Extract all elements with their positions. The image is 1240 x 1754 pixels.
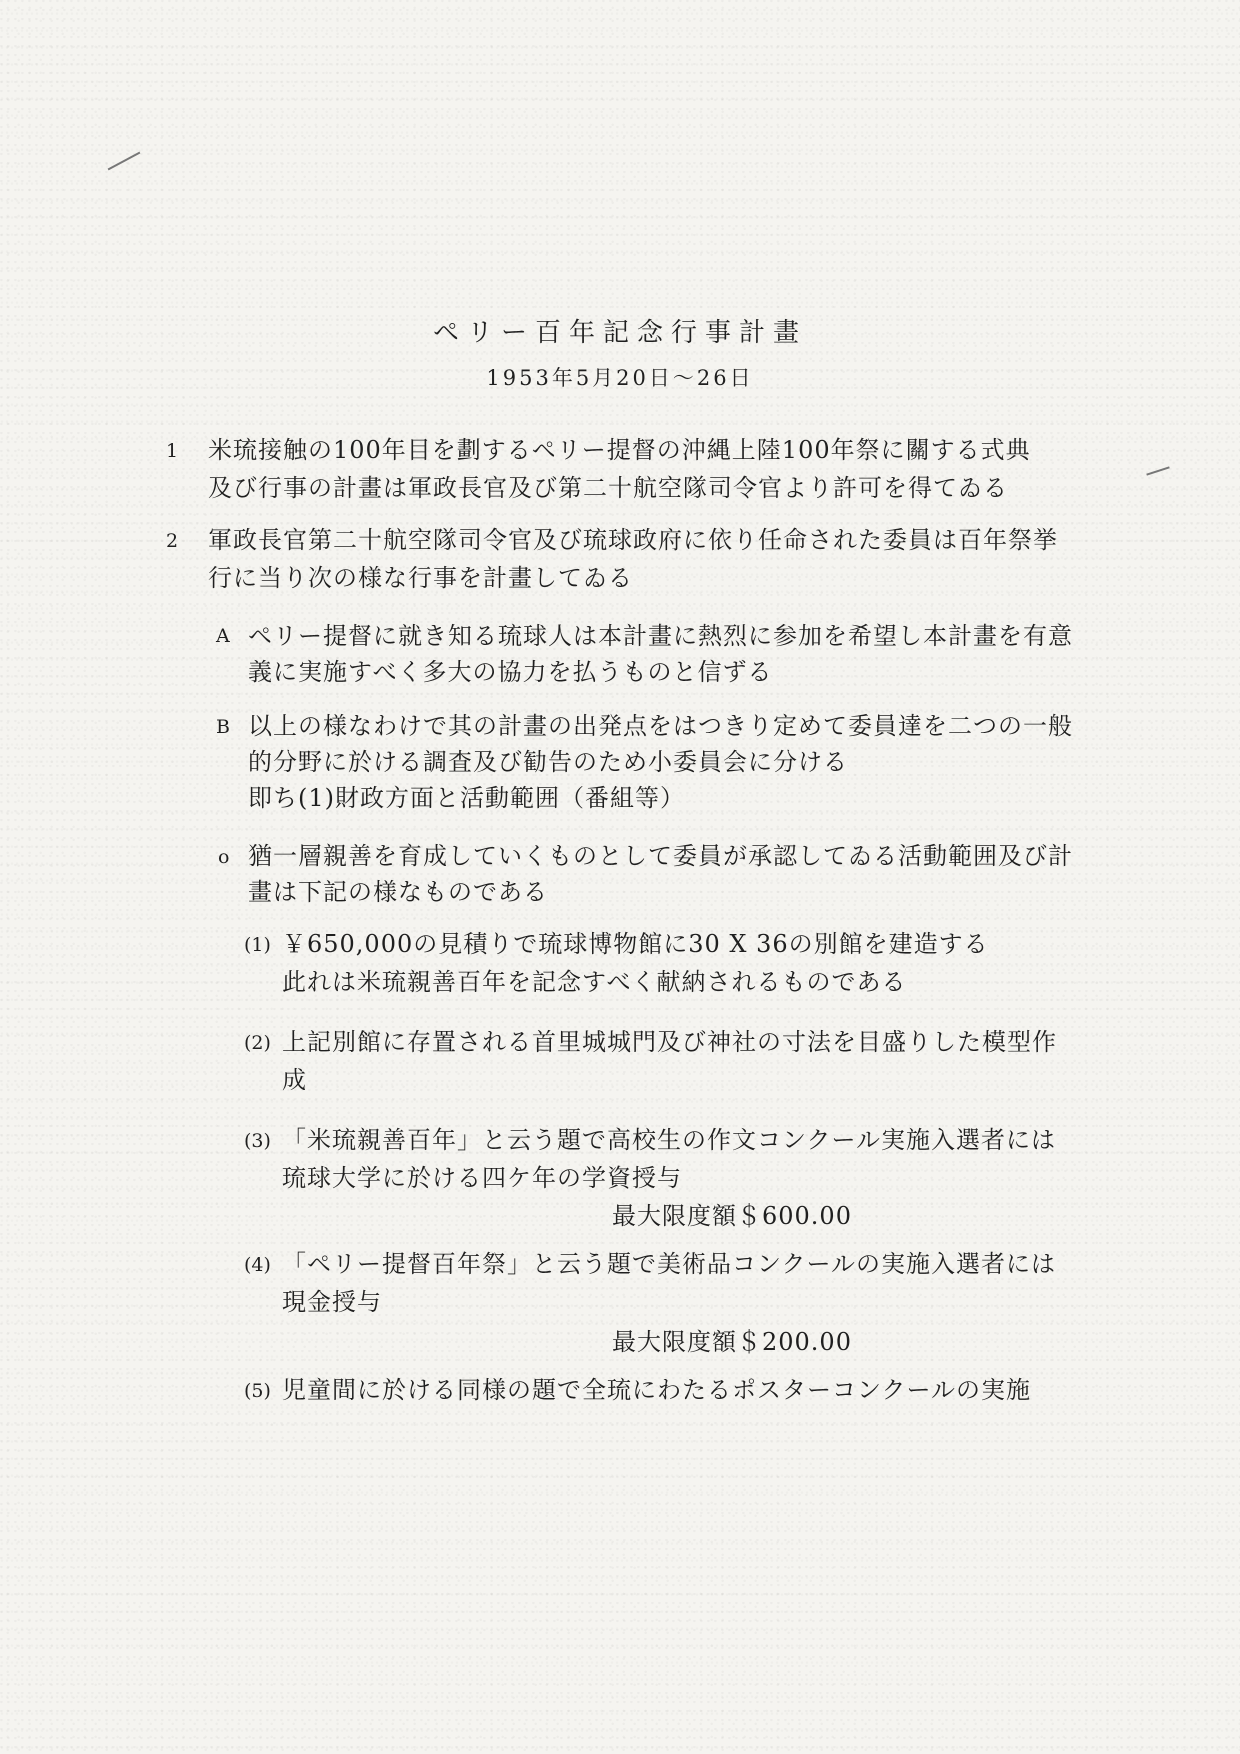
subitem-text-line: 此れは米琉親善百年を記念すべく献納されるものである	[282, 968, 907, 996]
subitem-marker: (4)	[244, 1254, 271, 1276]
subitem-text-line: 「米琉親善百年」と云う題で高校生の作文コンクール実施入選者には	[282, 1126, 1057, 1154]
subitem-marker: (5)	[244, 1380, 271, 1402]
document-date: 1953年5月20日〜26日	[486, 366, 754, 390]
section-text-line: 及び行事の計畫は軍政長官及び第二十航空隊司令官より許可を得てゐる	[208, 474, 1008, 502]
limit-amount: 最大限度額＄200.00	[612, 1328, 852, 1356]
subitem-text-line: 琉球大学に於ける四ケ年の学資授与	[282, 1164, 682, 1192]
item-marker: o	[218, 846, 230, 868]
item-text-line: 以上の様なわけで其の計畫の出発点をはつきり定めて委員達を二つの一般	[248, 712, 1073, 740]
document-title: ペリー百年記念行事計畫	[432, 318, 807, 348]
subitem-text-line: ￥650,000の見積りで琉球博物館に30 X 36の別館を建造する	[282, 930, 989, 958]
subitem-marker: (3)	[244, 1130, 271, 1152]
item-text-line: 畫は下記の様なものである	[248, 878, 548, 906]
subitem-text-line: 児童間に於ける同様の題で全琉にわたるポスターコンクールの実施	[282, 1376, 1032, 1404]
subitem-text-line: 上記別館に存置される首里城城門及び神社の寸法を目盛りした模型作	[282, 1028, 1057, 1056]
scan-mark	[108, 152, 141, 171]
subitem-text-line: 現金授与	[282, 1288, 382, 1316]
section-number: 2	[166, 530, 179, 552]
item-text-line: ペリー提督に就き知る琉球人は本計畫に熱烈に参加を希望し本計畫を有意	[248, 622, 1073, 650]
limit-amount: 最大限度額＄600.00	[612, 1202, 852, 1230]
item-text-line: 義に実施すべく多大の協力を払うものと信ずる	[248, 658, 773, 686]
scan-mark	[1146, 466, 1169, 475]
section-text-line: 行に当り次の様な行事を計畫してゐる	[208, 564, 633, 592]
subitem-text-line: 「ペリー提督百年祭」と云う題で美術品コンクールの実施入選者には	[282, 1250, 1057, 1278]
subitem-marker: (1)	[244, 934, 271, 956]
subitem-text-line: 成	[282, 1066, 307, 1094]
section-text-line: 米琉接触の100年目を劃するペリー提督の沖縄上陸100年祭に關する式典	[208, 436, 1031, 464]
item-marker: B	[216, 716, 230, 738]
item-text-line: 即ち(1)財政方面と活動範囲（番組等）	[248, 784, 685, 812]
item-text-line: 的分野に於ける調査及び勧告のため小委員会に分ける	[248, 748, 848, 776]
section-text-line: 軍政長官第二十航空隊司令官及び琉球政府に依り任命された委員は百年祭挙	[208, 526, 1058, 554]
subitem-marker: (2)	[244, 1032, 271, 1054]
item-marker: A	[216, 625, 230, 647]
item-text-line: 猶一層親善を育成していくものとして委員が承認してゐる活動範囲及び計	[248, 842, 1073, 870]
section-number: 1	[166, 440, 179, 462]
